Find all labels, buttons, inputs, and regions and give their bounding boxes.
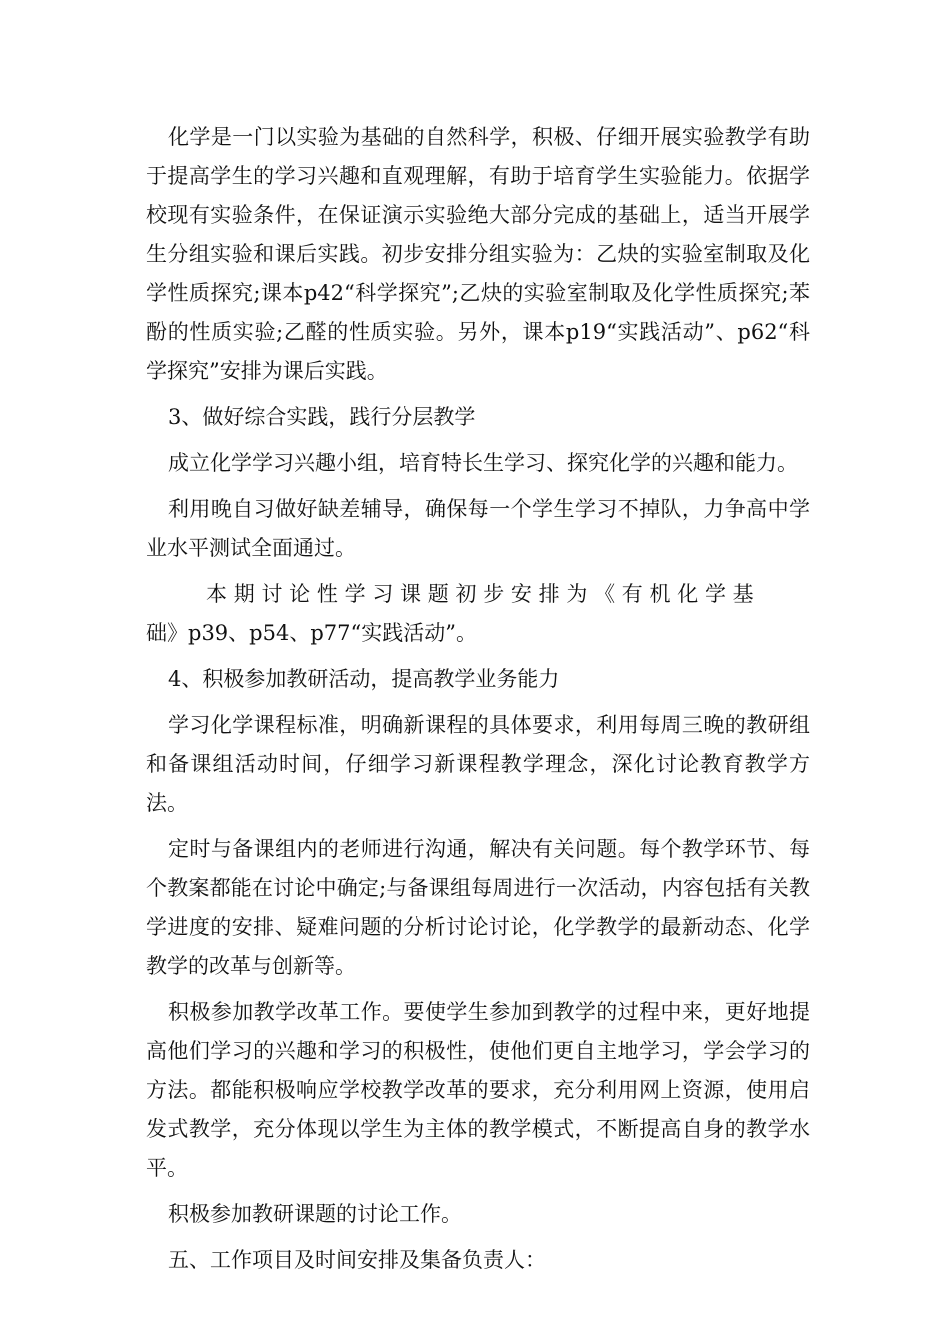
paragraph-tutoring: 利用晚自习做好缺差辅导，确保每一个学生学习不掉队，力争高中学业水平测试全面通过。 <box>146 497 810 560</box>
research-topics-line-1: 本期讨论性学习课题初步安排为《有机化学基 <box>206 582 761 606</box>
heading-comprehensive-practice: 3、做好综合实践，践行分层教学 <box>168 405 476 429</box>
paragraph-interest-group: 成立化学学习兴趣小组，培育特长生学习、探究化学的兴趣和能力。 <box>168 451 798 475</box>
heading-work-schedule: 五、工作项目及时间安排及集备负责人： <box>168 1248 546 1272</box>
paragraph-research-topics <box>146 575 810 653</box>
paragraph-research-projects: 积极参加教研课题的讨论工作。 <box>168 1202 462 1226</box>
paragraph-curriculum-standard: 学习化学课程标准，明确新课程的具体要求，利用每周三晚的教研组和备课组活动时间，仔细学习新课程教学理念，深化讨论教育教学方法。 <box>146 713 810 815</box>
document-body <box>146 118 810 1287</box>
heading-research-activities: 4、积极参加教研活动，提高教学业务能力 <box>168 667 560 691</box>
paragraph-teaching-reform: 积极参加教学改革工作。要使学生参加到教学的过程中来，更好地提高他们学习的兴趣和学习的积极性，使他们更自主地学习，学会学习的方法。都能积极响应学校教学改革的要求，充分利用网上资源，使用启发式教学，充分体现以学生为主体的教学模式，不断提高自身的教学水平。 <box>146 1000 810 1180</box>
paragraph-experiment-teaching: 化学是一门以实验为基础的自然科学，积极、仔细开展实验教学有助于提高学生的学习兴趣和直观理解，有助于培育学生实验能力。依据学校现有实验条件，在保证演示实验绝大部分完成的基础上，适当开展学生分组实验和课后实践。初步安排分组实验为：乙炔的实验室制取及化学性质探究;课本p42“科学探究”;乙炔的实验室制取及化学性质探究;苯酚的性质实验;乙醛的性质实验。另外，课本p19“实践活动”、p62“科学探究”安排为课后实践。 <box>146 125 810 383</box>
research-topics-line-2: 础》p39、p54、p77“实践活动”。 <box>146 621 477 645</box>
paragraph-lesson-group: 定时与备课组内的老师进行沟通，解决有关问题。每个教学环节、每个教案都能在讨论中确定;与备课组每周进行一次活动，内容包括有关教学进度的安排、疑难问题的分析讨论讨论，化学教学的最新动态、化学教学的改革与创新等。 <box>146 837 810 978</box>
